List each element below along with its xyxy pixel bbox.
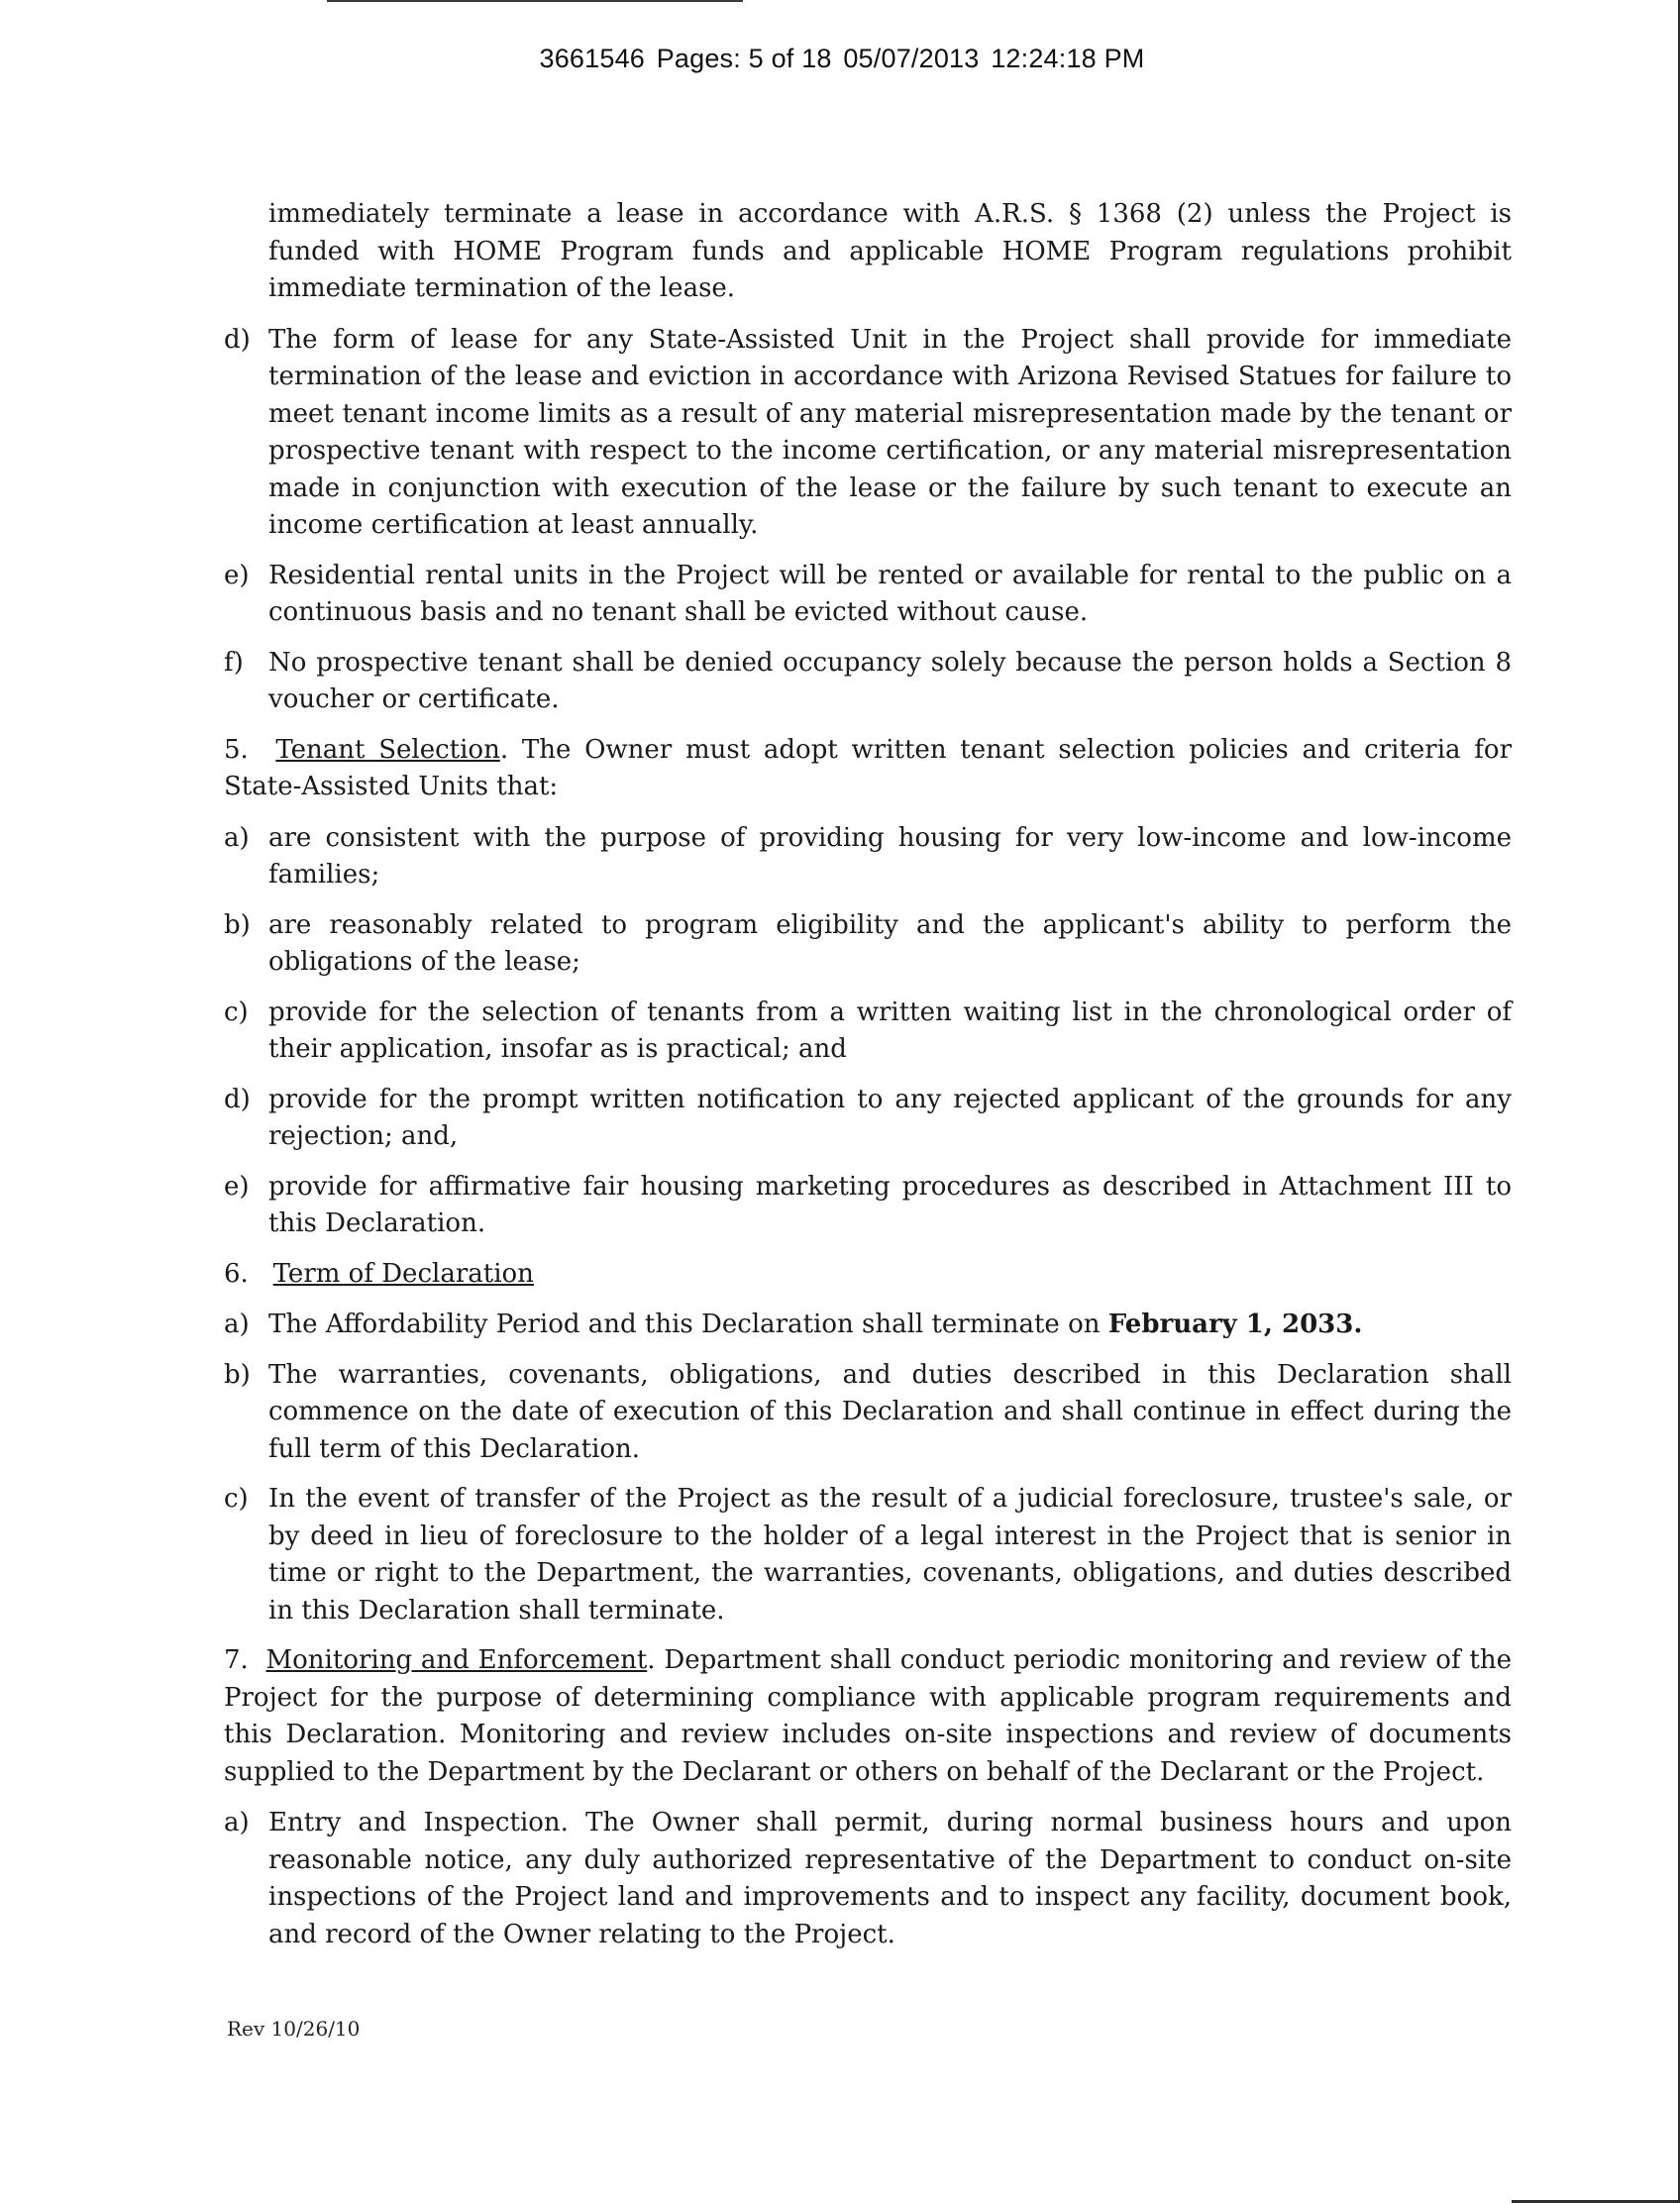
list-item-6b [224,1357,1512,1469]
list-item-4f [224,645,1512,719]
section-7-intro: . Department shall conduct periodic monitoring and review of the Project for the purpose of determining compliance with applicable program requirements and this Declaration. Monitoring and review includes on-site inspections and review of documents supplied to the Department by the Declarant or others on behalf of the Declarant or the Project. [224,1645,1512,1787]
page-count: Pages: 5 of 18 [656,44,832,73]
item-text: In the event of transfer of the Project as the result of a judicial foreclosure, trustee's sale, or by deed in lieu of foreclosure to the holder of a legal interest in the Project that is senior in time or right to the Department, the warranties, covenants, obligations, and duties described in this Declaration shall terminate. [268,1484,1512,1626]
list-item-4e [224,558,1512,632]
item-label: d) [224,324,251,355]
item-text: Entry and Inspection. The Owner shall permit, during normal business hours and upon reasonable notice, any duly authorized representative of the Department to conduct on-site inspections of the Project land and improvements and to inspect any facility, document book, and record of the Owner relating to the Project. [268,1808,1512,1949]
item-text: provide for the prompt written notification to any rejected applicant of the grounds for any rejection; and, [268,1084,1512,1151]
document-number: 3661546 [539,44,645,73]
item-label: a) [224,1310,250,1339]
section-7-title: Monitoring and Enforcement [265,1645,648,1675]
section-5-paragraph [224,732,1512,806]
list-item-6c [224,1481,1512,1629]
item-label: c) [224,997,249,1027]
item-text: The form of lease for any State-Assisted Unit in the Project shall provide for immediate termination of the lease and eviction in accordance with Arizona Revised Statues for failure to meet tenant income limits as a result of any material misrepresentation made by the tenant or prospective tenant with respect to the income certification, or any material misrepresentation made in conjunction with execution of the lease or the failure by such tenant to execute an income certification at least annually. [268,324,1512,540]
section-7-number: 7. [224,1645,249,1675]
item-text: The warranties, covenants, obligations, and duties described in this Declaration shall commence on the date of execution of this Declaration and shall continue in effect during the full term of this Declaration. [268,1359,1512,1464]
item-text: are reasonably related to program eligibility and the applicant's ability to perform the obligations of the lease; [268,909,1512,977]
item-label: a) [224,822,250,853]
list-item-4d [224,322,1512,545]
section-5-number: 5. [224,734,249,765]
section-7-paragraph [224,1642,1512,1791]
item-label: e) [224,1171,250,1202]
list-item-5d [224,1082,1512,1156]
continuation-paragraph: immediately terminate a lease in accordance with A.R.S. § 1368 (2) unless the Project is funded with HOME Program funds and applicable HOME Program regulations prohibit immediate termination of the lease. [268,199,1512,303]
item-label: b) [224,1359,251,1390]
recording-time: 12:24:18 PM [991,44,1145,73]
termination-date: February 1, 2033. [1107,1310,1363,1339]
list-item-5a [224,820,1512,894]
list-item-6a [224,1307,1512,1344]
recording-date: 05/07/2013 [843,44,980,73]
item-label: e) [224,560,250,590]
recording-stamp [0,44,1680,74]
page-top-edge-line [327,0,743,2]
list-item-5c [224,995,1512,1069]
item-text: Residential rental units in the Project will be rented or available for rental to the public on a continuous basis and no tenant shall be evicted without cause. [268,560,1512,627]
item-label: d) [224,1084,251,1114]
revision-footer: Rev 10/26/10 [227,2017,361,2041]
section-6-number: 6. [224,1258,249,1289]
section-6-title: Term of Declaration [272,1258,534,1289]
document-body [224,196,1512,1966]
item-label: a) [224,1808,250,1837]
item-text: provide for affirmative fair housing marketing procedures as described in Attachment III to this Declaration. [268,1171,1512,1238]
item-text: are consistent with the purpose of providing housing for very low-income and low-income families; [268,822,1512,890]
item-label: f) [224,647,244,678]
item-text: provide for the selection of tenants from a written waiting list in the chronological order of their application, insofar as is practical; and [268,997,1512,1064]
item-text: No prospective tenant shall be denied occupancy solely because the person holds a Section 8 voucher or certificate. [268,647,1512,714]
item-text: The Affordability Period and this Declaration shall terminate on [268,1310,1108,1339]
section-5-title: Tenant Selection [275,734,500,765]
list-item-5e [224,1169,1512,1243]
item-label: b) [224,909,251,940]
section-6-heading [224,1256,1512,1294]
item-label: c) [224,1484,249,1514]
list-item-7a [224,1805,1512,1953]
section-5-intro: . The Owner must adopt written tenant selection policies and criteria for State-Assisted Units that: [224,734,1512,801]
list-item-5b [224,907,1512,982]
